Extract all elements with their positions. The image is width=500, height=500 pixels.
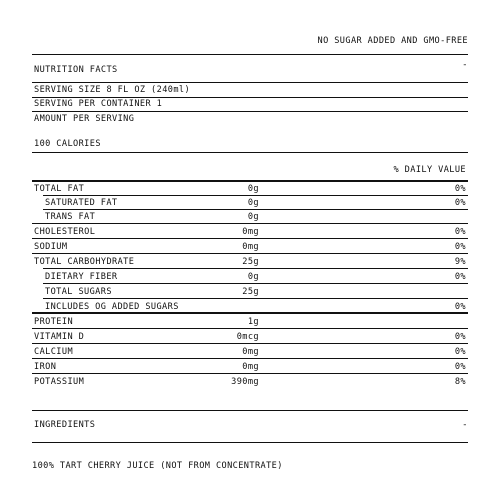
tagline: NO SUGAR ADDED AND GMO-FREE: [317, 36, 468, 46]
nutrient-daily-value: 8%: [454, 377, 466, 387]
nutrient-amount: 25g: [242, 287, 259, 297]
amount-per-serving: AMOUNT PER SERVING: [34, 114, 135, 124]
nutrient-amount: 0g: [247, 184, 259, 194]
nutrient-amount: 390mg: [231, 377, 259, 387]
servings-per-container: SERVING PER CONTAINER 1: [34, 99, 163, 109]
nutrient-amount: 0mg: [242, 362, 259, 372]
nutrient-name: TOTAL CARBOHYDRATE: [34, 257, 135, 267]
collapse-icon[interactable]: -: [462, 420, 468, 430]
row-divider: [32, 328, 468, 329]
row-divider: [43, 298, 468, 299]
nutrient-name: POTASSIUM: [34, 377, 85, 387]
nutrient-row-iron: [32, 360, 468, 374]
nutrient-amount: 25g: [242, 257, 259, 267]
nutrient-name: PROTEIN: [34, 317, 74, 327]
row-divider: [43, 283, 468, 284]
nutrient-amount: 1g: [247, 317, 259, 327]
nutrient-name: TOTAL FAT: [34, 184, 85, 194]
nutrient-row-potassium: [32, 375, 468, 389]
nutrition-facts-toggle[interactable]: [32, 58, 468, 80]
nutrient-name: CALCIUM: [34, 347, 74, 357]
nutrient-amount: 0g: [247, 212, 259, 222]
nutrient-row-total-fat: [32, 182, 468, 196]
row-divider: [43, 268, 468, 269]
nutrient-daily-value: 0%: [454, 302, 466, 312]
nutrient-amount: 0mcg: [236, 332, 259, 342]
ingredients-text: 100% TART CHERRY JUICE (NOT FROM CONCENTRATE): [32, 461, 283, 471]
row-divider-thick: [32, 312, 468, 314]
divider: [32, 97, 468, 98]
nutrient-amount: 0mg: [242, 242, 259, 252]
nutrient-row-calcium: [32, 345, 468, 359]
nutrient-name: TOTAL SUGARS: [45, 287, 112, 297]
nutrient-row-saturated-fat: [32, 196, 468, 210]
collapse-icon[interactable]: -: [462, 60, 468, 70]
nutrient-row-total-carbohydrate: [32, 255, 468, 269]
row-divider: [32, 373, 468, 374]
nutrient-daily-value: 0%: [454, 332, 466, 342]
nutrient-daily-value: 0%: [454, 184, 466, 194]
nutrient-amount: 0g: [247, 198, 259, 208]
nutrient-daily-value: 0%: [454, 347, 466, 357]
divider: [32, 54, 468, 55]
nutrient-amount: 0mg: [242, 227, 259, 237]
divider: [32, 410, 468, 411]
daily-value-header: % DAILY VALUE: [393, 165, 466, 175]
nutrient-row-added-sugars: [32, 300, 468, 314]
ingredients-toggle[interactable]: [32, 412, 468, 438]
row-divider: [32, 343, 468, 344]
nutrient-amount: 0mg: [242, 347, 259, 357]
nutrient-daily-value: 9%: [454, 257, 466, 267]
nutrient-row-trans-fat: [32, 210, 468, 224]
divider: [32, 111, 468, 112]
nutrient-row-dietary-fiber: [32, 270, 468, 284]
ingredients-title: INGREDIENTS: [34, 420, 96, 430]
nutrient-row-vitamin-d: [32, 330, 468, 344]
nutrient-row-cholesterol: [32, 225, 468, 239]
divider: [32, 152, 468, 153]
row-divider: [32, 358, 468, 359]
nutrient-name: CHOLESTEROL: [34, 227, 96, 237]
nutrient-amount: 0g: [247, 272, 259, 282]
divider: [32, 82, 468, 83]
nutrient-name: DIETARY FIBER: [45, 272, 118, 282]
serving-size: SERVING SIZE 8 FL OZ (240ml): [34, 85, 191, 95]
nutrient-name: VITAMIN D: [34, 332, 85, 342]
nutrient-row-total-sugars: [32, 285, 468, 299]
row-divider: [32, 223, 468, 224]
row-divider: [32, 253, 468, 254]
nutrient-name: INCLUDES OG ADDED SUGARS: [45, 302, 179, 312]
row-divider: [32, 238, 468, 239]
nutrient-name: TRANS FAT: [45, 212, 96, 222]
nutrient-daily-value: 0%: [454, 227, 466, 237]
nutrient-name: SATURATED FAT: [45, 198, 118, 208]
nutrient-row-protein: [32, 315, 468, 329]
calories: 100 CALORIES: [34, 139, 101, 149]
nutrient-row-sodium: [32, 240, 468, 254]
nutrient-daily-value: 0%: [454, 362, 466, 372]
divider: [32, 442, 468, 443]
nutrient-daily-value: 0%: [454, 198, 466, 208]
nutrition-facts-title: NUTRITION FACTS: [34, 65, 118, 75]
nutrient-name: IRON: [34, 362, 57, 372]
nutrient-daily-value: 0%: [454, 272, 466, 282]
nutrient-daily-value: 0%: [454, 242, 466, 252]
nutrient-name: SODIUM: [34, 242, 68, 252]
